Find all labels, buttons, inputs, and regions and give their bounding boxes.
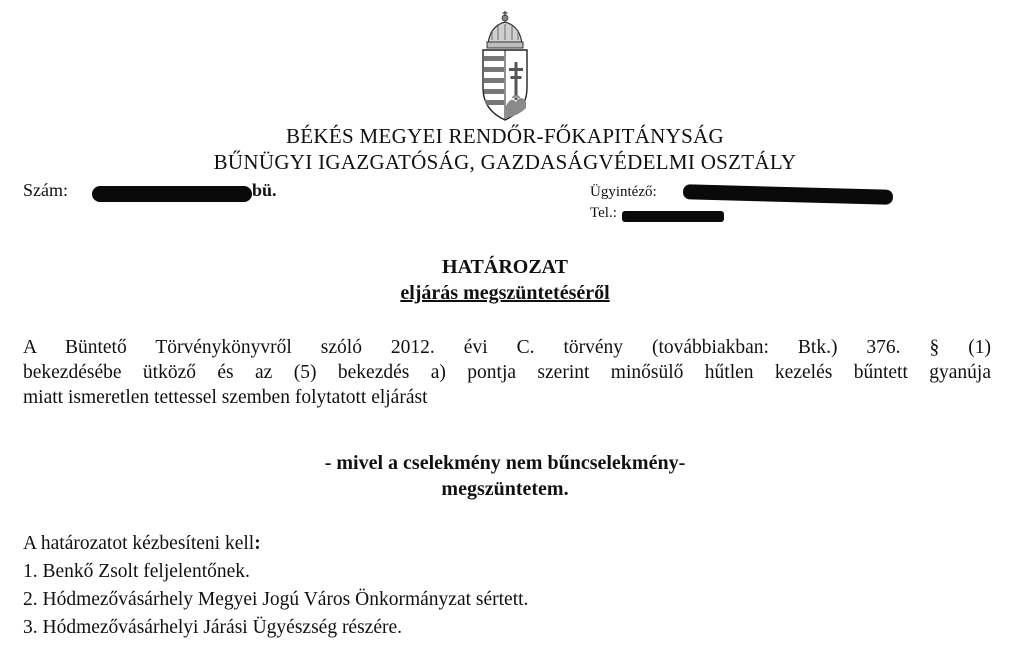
phone-label: Tel.: bbox=[590, 205, 617, 221]
decision-line-2: megszüntetem. bbox=[441, 478, 569, 500]
body-line-2: bekezdésébe ütköző és az (5) bekezdés a) pontja szerint minősülő hűtlen kezelés bűntett gyanúja bbox=[23, 362, 991, 383]
case-number-label: Szám: bbox=[23, 180, 68, 200]
case-number-redaction bbox=[92, 186, 252, 202]
document-subtitle: eljárás megszüntetéséről bbox=[400, 282, 610, 304]
delivery-item: 3. Hódmezővásárhelyi Járási Ügyészség részére. bbox=[23, 617, 403, 638]
delivery-item: 1. Benkő Zsolt feljelentőnek. bbox=[23, 561, 250, 582]
case-officer-redaction bbox=[683, 184, 893, 204]
body-line-1: A Büntető Törvénykönyvről szóló 2012. évi C. törvény (továbbiakban: Btk.) 376. § (1) bbox=[23, 337, 991, 358]
case-number-suffix: bü. bbox=[252, 180, 277, 200]
delivery-heading-colon: : bbox=[254, 533, 261, 554]
coat-of-arms-icon bbox=[478, 10, 532, 122]
department-name: BŰNÜGYI IGAZGATÓSÁG, GAZDASÁGVÉDELMI OSZTÁLY bbox=[213, 150, 797, 174]
body-line-3: miatt ismeretlen tettessel szemben folytatott eljárást bbox=[23, 387, 428, 408]
delivery-item: 2. Hódmezővásárhely Megyei Jogú Város Önkormányzat sértett. bbox=[23, 589, 529, 610]
delivery-heading-text: A határozatot kézbesíteni kell bbox=[23, 533, 255, 554]
document-title: HATÁROZAT bbox=[442, 256, 568, 278]
delivery-heading bbox=[23, 533, 261, 555]
organization-name: BÉKÉS MEGYEI RENDŐR-FŐKAPITÁNYSÁG bbox=[285, 124, 725, 148]
case-officer-label: Ügyintéző: bbox=[590, 184, 657, 200]
body-paragraph bbox=[23, 335, 991, 410]
decision-line-1: - mivel a cselekmény nem bűncselekmény- bbox=[324, 452, 686, 474]
phone-redaction bbox=[622, 211, 724, 222]
